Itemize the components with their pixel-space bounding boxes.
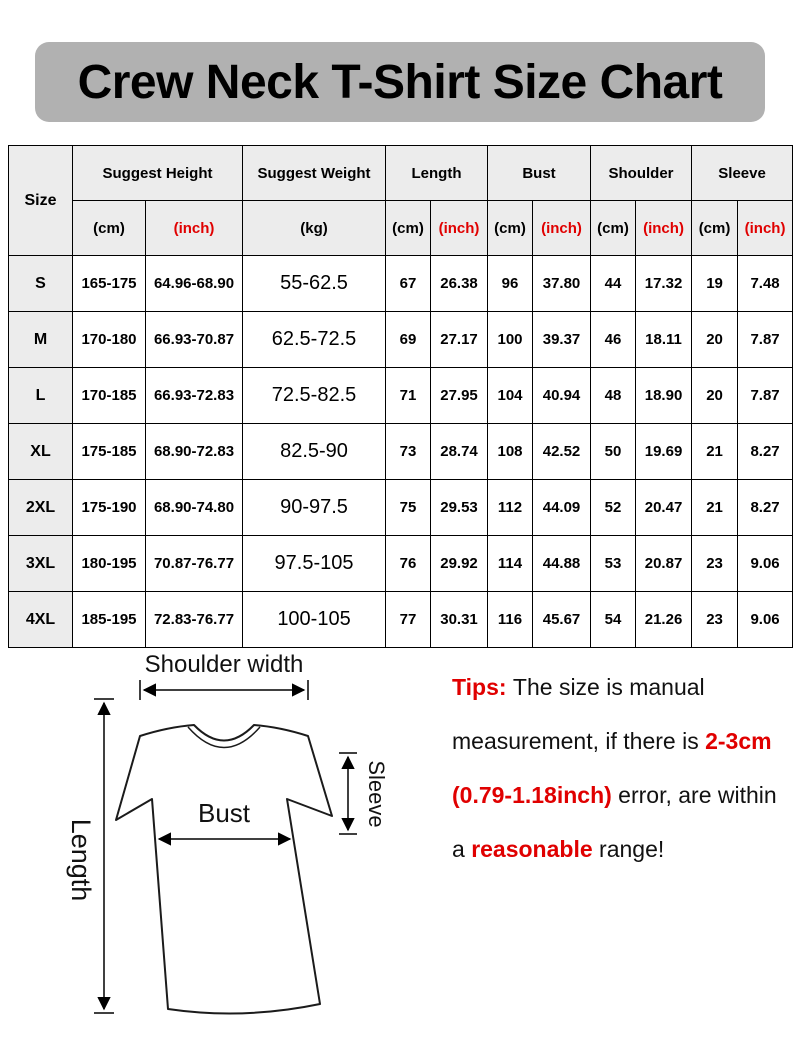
data-cell: 170-185	[73, 368, 146, 424]
unit-header-10: (inch)	[738, 201, 793, 256]
data-cell: 8.27	[738, 480, 793, 536]
data-cell: 7.48	[738, 256, 793, 312]
data-cell: 28.74	[431, 424, 488, 480]
data-cell: 29.53	[431, 480, 488, 536]
table-unit-row	[9, 201, 793, 256]
column-header-shoulder: Shoulder	[591, 146, 692, 201]
page-title: Crew Neck T-Shirt Size Chart	[77, 55, 723, 109]
bust-label: Bust	[197, 798, 251, 828]
table-row-s	[9, 256, 793, 312]
data-cell: 7.87	[738, 368, 793, 424]
data-cell: 97.5-105	[243, 536, 386, 592]
unit-header-7: (cm)	[591, 201, 636, 256]
length-label: Length	[66, 818, 96, 902]
data-cell: 72.5-82.5	[243, 368, 386, 424]
data-cell: 18.90	[636, 368, 692, 424]
data-cell: 39.37	[533, 312, 591, 368]
data-cell: 55-62.5	[243, 256, 386, 312]
tips-segment: range!	[592, 836, 665, 862]
data-cell: 44.09	[533, 480, 591, 536]
data-cell: 100-105	[243, 592, 386, 648]
table-body	[9, 256, 793, 648]
column-header-size: Size	[9, 146, 73, 256]
unit-header-9: (cm)	[692, 201, 738, 256]
data-cell: 19	[692, 256, 738, 312]
data-cell: 44.88	[533, 536, 591, 592]
data-cell: 9.06	[738, 536, 793, 592]
data-cell: 114	[488, 536, 533, 592]
data-cell: 68.90-72.83	[146, 424, 243, 480]
data-cell: 20	[692, 312, 738, 368]
table-row-4xl	[9, 592, 793, 648]
table-row-3xl	[9, 536, 793, 592]
tips-segment: The size is manual measurement, if there is	[452, 674, 706, 754]
shoulder-width-label: Shoulder width	[144, 651, 304, 678]
tips-highlight: reasonable	[471, 836, 593, 862]
unit-header-1: (inch)	[146, 201, 243, 256]
size-cell-4xl: 4XL	[9, 592, 73, 648]
data-cell: 69	[386, 312, 431, 368]
data-cell: 104	[488, 368, 533, 424]
size-cell-s: S	[9, 256, 73, 312]
tips-highlight: 2-3cm (0.79-1.18inch)	[452, 728, 772, 808]
data-cell: 30.31	[431, 592, 488, 648]
data-cell: 71	[386, 368, 431, 424]
data-cell: 75	[386, 480, 431, 536]
data-cell: 48	[591, 368, 636, 424]
data-cell: 175-190	[73, 480, 146, 536]
data-cell: 29.92	[431, 536, 488, 592]
data-cell: 7.87	[738, 312, 793, 368]
unit-header-2: (kg)	[243, 201, 386, 256]
size-chart-table	[8, 145, 793, 648]
data-cell: 185-195	[73, 592, 146, 648]
data-cell: 27.95	[431, 368, 488, 424]
table-header-groups	[9, 146, 793, 201]
data-cell: 27.17	[431, 312, 488, 368]
sleeve-label: Sleeve	[364, 760, 389, 828]
data-cell: 90-97.5	[243, 480, 386, 536]
data-cell: 45.67	[533, 592, 591, 648]
data-cell: 66.93-72.83	[146, 368, 243, 424]
table-row-m	[9, 312, 793, 368]
data-cell: 165-175	[73, 256, 146, 312]
data-cell: 42.52	[533, 424, 591, 480]
column-header-bust: Bust	[488, 146, 591, 201]
data-cell: 40.94	[533, 368, 591, 424]
data-cell: 77	[386, 592, 431, 648]
data-cell: 180-195	[73, 536, 146, 592]
table-row-xl	[9, 424, 793, 480]
column-header-sleeve: Sleeve	[692, 146, 793, 201]
data-cell: 53	[591, 536, 636, 592]
table-row-2xl	[9, 480, 793, 536]
unit-header-0: (cm)	[73, 201, 146, 256]
data-cell: 21.26	[636, 592, 692, 648]
size-cell-xl: XL	[9, 424, 73, 480]
data-cell: 23	[692, 536, 738, 592]
size-cell-2xl: 2XL	[9, 480, 73, 536]
data-cell: 21	[692, 424, 738, 480]
data-cell: 20.47	[636, 480, 692, 536]
data-cell: 96	[488, 256, 533, 312]
tips-highlight: Tips:	[452, 674, 513, 700]
data-cell: 37.80	[533, 256, 591, 312]
title-banner	[35, 42, 765, 122]
data-cell: 175-185	[73, 424, 146, 480]
data-cell: 100	[488, 312, 533, 368]
table-row-l	[9, 368, 793, 424]
data-cell: 82.5-90	[243, 424, 386, 480]
size-cell-m: M	[9, 312, 73, 368]
data-cell: 112	[488, 480, 533, 536]
data-cell: 76	[386, 536, 431, 592]
column-header-length: Length	[386, 146, 488, 201]
tshirt-outline	[116, 725, 332, 1013]
data-cell: 19.69	[636, 424, 692, 480]
data-cell: 50	[591, 424, 636, 480]
data-cell: 70.87-76.77	[146, 536, 243, 592]
data-cell: 108	[488, 424, 533, 480]
data-cell: 73	[386, 424, 431, 480]
size-cell-3xl: 3XL	[9, 536, 73, 592]
data-cell: 67	[386, 256, 431, 312]
data-cell: 9.06	[738, 592, 793, 648]
data-cell: 44	[591, 256, 636, 312]
tips-text	[452, 660, 778, 876]
data-cell: 20.87	[636, 536, 692, 592]
data-cell: 170-180	[73, 312, 146, 368]
data-cell: 72.83-76.77	[146, 592, 243, 648]
data-cell: 62.5-72.5	[243, 312, 386, 368]
data-cell: 17.32	[636, 256, 692, 312]
unit-header-4: (inch)	[431, 201, 488, 256]
unit-header-5: (cm)	[488, 201, 533, 256]
tshirt-measurement-diagram	[28, 648, 442, 1040]
data-cell: 46	[591, 312, 636, 368]
data-cell: 8.27	[738, 424, 793, 480]
data-cell: 64.96-68.90	[146, 256, 243, 312]
data-cell: 21	[692, 480, 738, 536]
size-cell-l: L	[9, 368, 73, 424]
unit-header-3: (cm)	[386, 201, 431, 256]
data-cell: 54	[591, 592, 636, 648]
column-header-suggest-weight: Suggest Weight	[243, 146, 386, 201]
tips-segment: error, are within a	[452, 782, 777, 862]
data-cell: 68.90-74.80	[146, 480, 243, 536]
data-cell: 116	[488, 592, 533, 648]
data-cell: 20	[692, 368, 738, 424]
data-cell: 26.38	[431, 256, 488, 312]
data-cell: 66.93-70.87	[146, 312, 243, 368]
data-cell: 52	[591, 480, 636, 536]
unit-header-6: (inch)	[533, 201, 591, 256]
data-cell: 23	[692, 592, 738, 648]
column-header-suggest-height: Suggest Height	[73, 146, 243, 201]
unit-header-8: (inch)	[636, 201, 692, 256]
data-cell: 18.11	[636, 312, 692, 368]
